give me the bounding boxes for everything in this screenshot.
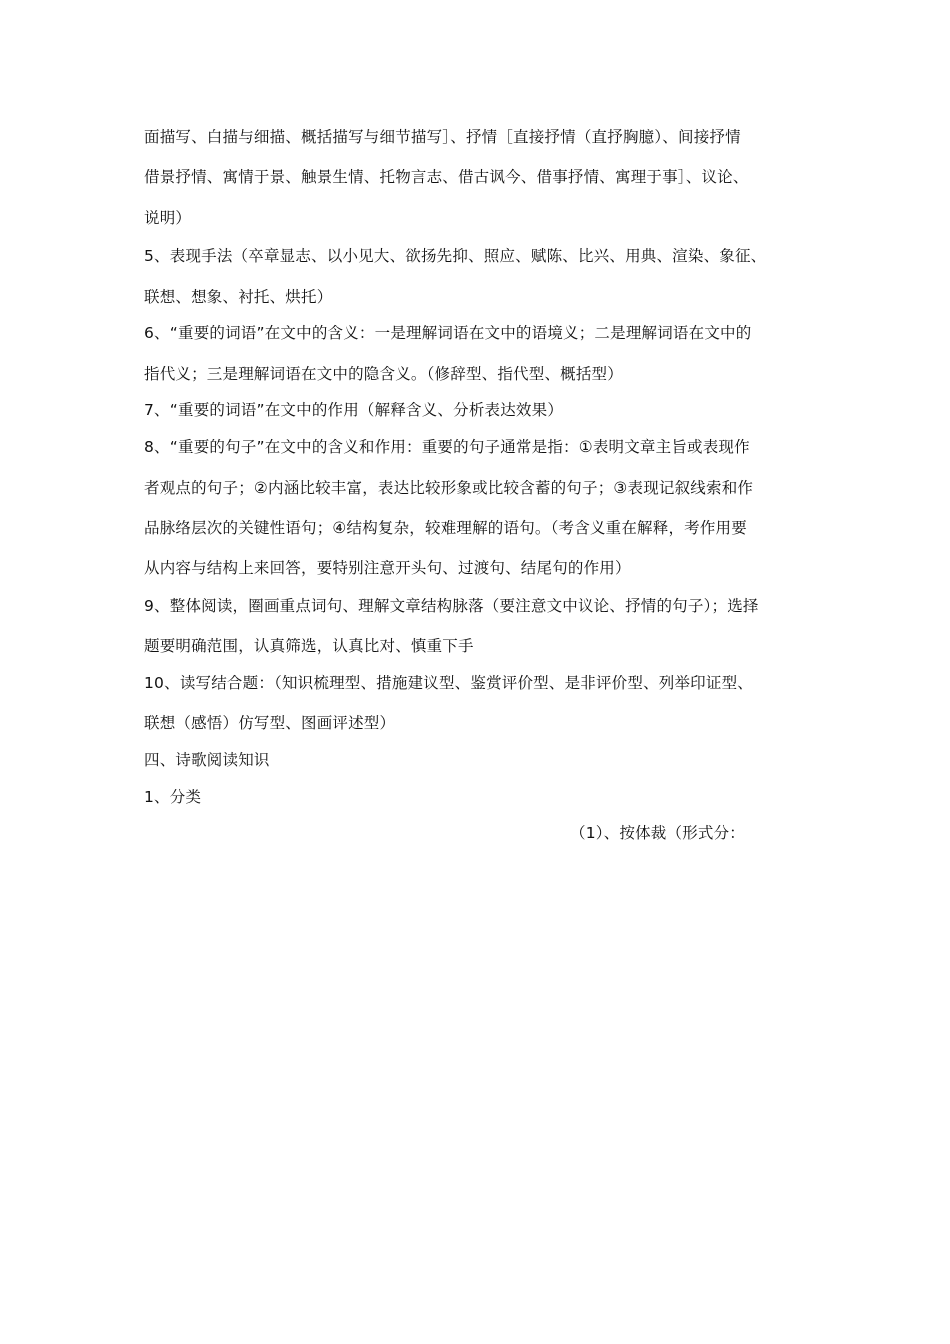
text-line-14: 题要明确范围，认真筛选，认真比对、慎重下手 (144, 637, 474, 655)
text-line-11: 品脉络层次的关键性语句；④结构复杂，较难理解的语句。（考含义重在解释，考作用要 (144, 519, 747, 537)
text-line-3: 说明） (144, 209, 192, 227)
text-line-4: 5、表现手法（卒章显志、以小见大、欲扬先抑、照应、赋陈、比兴、用典、渲染、象征、 (144, 247, 767, 265)
text-line-16: 联想（感悟）仿写型、图画评述型） (144, 714, 396, 732)
text-line-8: 7、“重要的词语”在文中的作用（解释含义、分析表达效果） (144, 401, 564, 419)
text-line-10: 者观点的句子；②内涵比较丰富，表达比较形象或比较含蓄的句子；③表现记叙线索和作 (144, 479, 754, 497)
text-line-6: 6、“重要的词语”在文中的含义：一是理解词语在文中的语境义；二是理解词语在文中的 (144, 324, 752, 342)
text-line-13: 9、整体阅读，圈画重点词句、理解文章结构脉落（要注意文中议论、抒情的句子）；选择 (144, 597, 759, 615)
text-line-5: 联想、想象、衬托、烘托） (144, 288, 333, 306)
sub-item-line: （1）、按体裁（形式分： (570, 824, 746, 842)
text-line-7: 指代义；三是理解词语在文中的隐含义。（修辞型、指代型、概括型） (144, 365, 623, 383)
section-heading: 四、诗歌阅读知识 (144, 751, 270, 769)
text-line-9: 8、“重要的句子”在文中的含义和作用：重要的句子通常是指：①表明文章主旨或表现作 (144, 438, 750, 456)
subsection-heading: 1、分类 (144, 788, 202, 806)
text-line-12: 从内容与结构上来回答，要特别注意开头句、过渡句、结尾句的作用） (144, 559, 631, 577)
text-line-2: 借景抒情、寓情于景、触景生情、托物言志、借古讽今、借事抒情、寓理于事］、议论、 (144, 168, 749, 186)
text-line-15: 10、读写结合题：（知识梳理型、措施建议型、鉴赏评价型、是非评价型、列举印证型、 (144, 674, 753, 692)
text-line-1: 面描写、白描与细描、概括描写与细节描写］、抒情［直接抒情（直抒胸臆）、间接抒情 (144, 128, 741, 146)
